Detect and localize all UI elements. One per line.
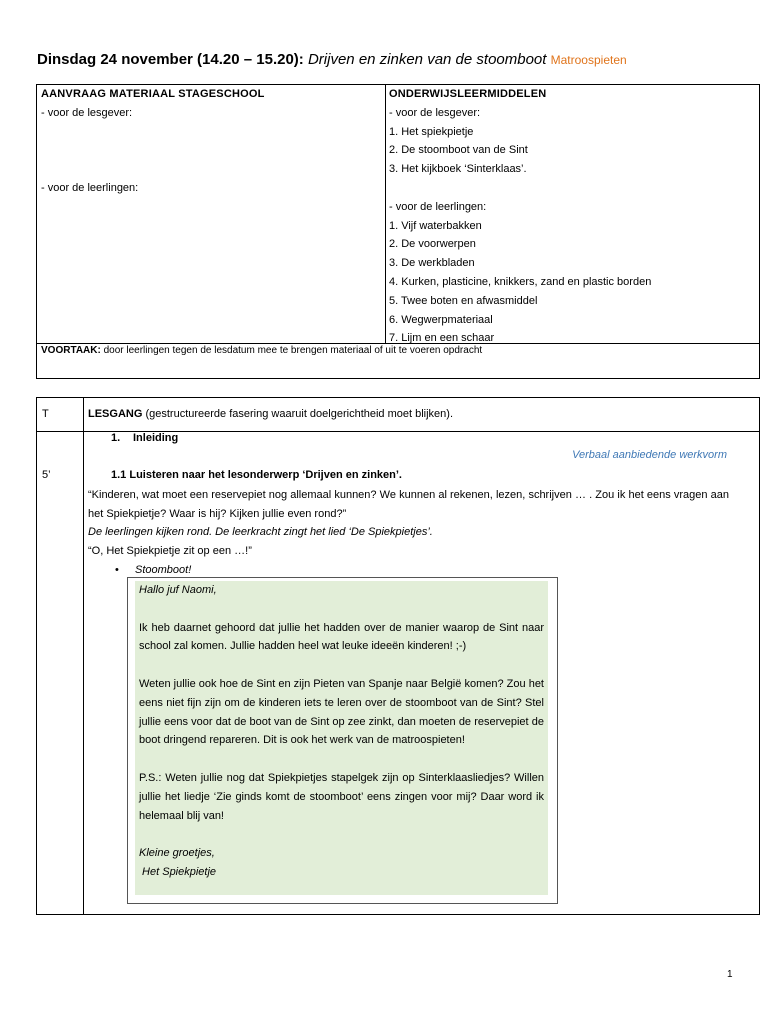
teacher-materials-list — [389, 123, 755, 179]
list-item: 1. Vijf waterbakken — [389, 219, 482, 232]
student-materials-list — [389, 217, 755, 349]
letter-background — [135, 581, 548, 895]
left-heading: AANVRAAG MATERIAAL STAGESCHOOL — [41, 88, 265, 100]
letter-box — [127, 577, 558, 904]
right-heading: ONDERWIJSLEERMIDDELEN — [389, 88, 547, 100]
page-title — [37, 51, 627, 68]
column-divider — [385, 85, 386, 343]
intro-paragraph: “Kinderen, wat moet een reservepiet nog allemaal kunnen? We kunnen al rekenen, lezen, schrijven … . Zou ik het eens vragen aan het Spiekpietje? Waar is hij? Kijken jullie even rond?” — [88, 489, 729, 520]
time-value: 5’ — [42, 469, 51, 481]
list-item: 6. Wegwerpmateriaal — [389, 313, 493, 326]
voortaak-row — [41, 343, 482, 359]
letter-paragraph: Ik heb daarnet gehoord dat jullie het hadden over de manier waarop de Sint naar school zal komen. Jullie hadden heel wat leuke ideeën kinderen! ;-) — [139, 621, 544, 653]
lesgang-text: (gestructureerde fasering waaruit doelgerichtheid moet blijken). — [142, 408, 454, 420]
time-column-divider — [83, 398, 84, 914]
letter-paragraph: Weten jullie ook hoe de Sint en zijn Pieten van Spanje naar België komen? Zou het eens niet fijn zijn om de kinderen iets te leren over de stoomboot van de Sint? Stel jullie eens voor dat de boot van de Sint op zee zinkt, dan moeten de reservepiet de boot dringend repareren. Dit is ook het werk van de matroospieten! — [139, 677, 544, 747]
list-item: 2. De voorwerpen — [389, 238, 476, 251]
list-item: 1. Het spiekpietje — [389, 125, 474, 138]
title-subject: Drijven en zinken van de stoomboot — [307, 51, 547, 68]
teacher-quote: “O, Het Spiekpietje zit op een …!” — [88, 545, 252, 557]
letter-closing: Kleine groetjes, — [139, 847, 215, 860]
lesson-table — [36, 397, 760, 915]
list-item: 5. Twee boten en afwasmiddel — [389, 294, 538, 307]
voortaak-text: door leerlingen tegen de lesdatum mee te brengen materiaal of uit te voeren opdracht — [100, 345, 483, 356]
list-item: 7. Lijm en een schaar — [389, 332, 495, 345]
lesgang-header — [88, 408, 453, 420]
materials-right-column — [389, 85, 755, 348]
section-title: Inleiding — [133, 432, 179, 444]
voortaak-label: VOORTAAK: — [41, 345, 101, 356]
materials-left-column — [41, 85, 381, 197]
letter-greeting: Hallo juf Naomi, — [139, 584, 217, 596]
method-label: Verbaal aanbiedende werkvorm — [572, 449, 727, 461]
bullet-icon: • — [115, 564, 119, 576]
section-heading — [111, 432, 178, 444]
title-group: Matroospieten — [550, 53, 627, 67]
subsection-heading: 1.1 Luisteren naar het lesonderwerp ‘Drijven en zinken’. — [111, 469, 402, 481]
letter-signature: Het Spiekpietje — [139, 865, 217, 878]
materials-table — [36, 84, 760, 379]
time-column-header: T — [42, 408, 49, 420]
section-number: 1. — [111, 432, 121, 444]
right-teacher-label: - voor de lesgever: — [389, 106, 481, 119]
list-item: 4. Kurken, plasticine, knikkers, zand en plastic borden — [389, 275, 652, 288]
left-teacher-label: - voor de lesgever: — [41, 106, 133, 119]
letter-paragraph: P.S.: Weten jullie nog dat Spiekpietjes stapelgek zijn op Sinterklaasliedjes? Willen jullie het liedje ‘Zie ginds komt de stoomboot’ eens zingen voor mij? Daar word ik helemaal blij van! — [139, 771, 544, 822]
page-number: 1 — [727, 969, 733, 980]
title-date: Dinsdag 24 november (14.20 – 15.20): — [37, 51, 304, 68]
left-students-label: - voor de leerlingen: — [41, 181, 139, 194]
list-item: 2. De stoomboot van de Sint — [389, 144, 528, 157]
letter-text — [139, 581, 544, 882]
list-item: 3. De werkbladen — [389, 257, 475, 270]
right-students-label: - voor de leerlingen: — [389, 200, 487, 213]
bullet-text: Stoomboot! — [135, 564, 192, 576]
lesgang-label: LESGANG — [88, 408, 143, 420]
stage-direction: De leerlingen kijken rond. De leerkracht zingt het lied ‘De Spiekpietjes’. — [88, 526, 433, 538]
list-item: 3. Het kijkboek ‘Sinterklaas’. — [389, 163, 527, 176]
